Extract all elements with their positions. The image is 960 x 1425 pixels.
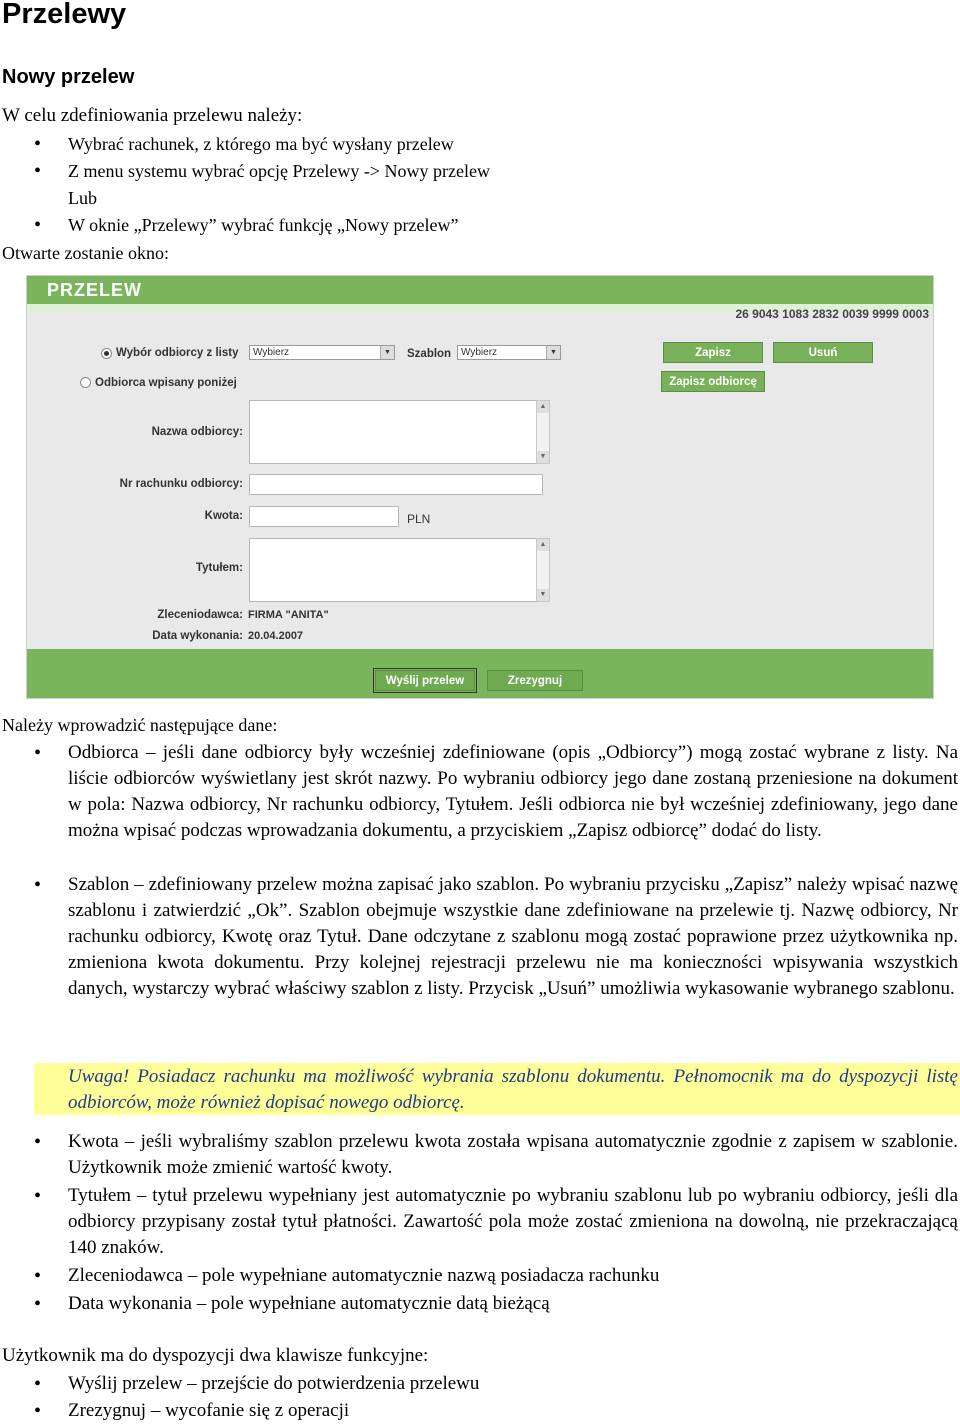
recipient-description: • Odbiorca – jeśli dane odbiorcy były wcześniej zdefiniowane (opis „Odbiorcy”) mogą zostać wybrane z listy. Na liście odbiorców wyświetlany jest skrót nazwy. Po wybraniu odbiorcy jego dane zostaną przeniesione na dokument w pola: Nazwa odbiorcy, Nr rachunku odbiorcy, Tytułem. Jeśli odbiorca nie był wcześniej zdefiniowany, jego dane można wpisać podczas wprowadzania dokumentu, a przyciskiem „Zapisz odbiorcę” dodać do listy. [68, 740, 958, 844]
template-description: • Szablon – zdefiniowany przelew można zapisać jako szablon. Po wybraniu przycisku „Zapisz” należy wpisać nazwę szablonu i zatwierdzić „Ok”. Szablon obejmuje wszystkie dane zdefiniowane na przelewie tj. Nazwę odbiorcy, Nr rachunku odbiorcy, Kwotę oraz Tytuł. Dane odczytane z szablonu mogą zostać poprawione przez użytkownika np. zmieniona kwota dokumentu. Przy kolejnej rejestracji przelewu nie ma konieczności wpisywania wszystkich danych, wystarczy wybrać właściwy szablon z listy. Przycisk „Usuń” umożliwia wykasowanie wybranego szablonu. [68, 872, 958, 1002]
date-label: Data wykonania: [152, 630, 243, 642]
delete-template-button[interactable]: Usuń [773, 342, 873, 363]
account-number: 26 9043 1083 2832 0039 9999 0003 [735, 307, 929, 321]
chevron-down-icon: ▼ [380, 346, 394, 359]
send-transfer-button[interactable]: Wyślij przelew [375, 670, 475, 691]
amount-field[interactable] [249, 506, 399, 527]
intro-text: W celu zdefiniowania przelewu należy: [2, 105, 303, 126]
template-label: Szablon [407, 348, 452, 360]
scroll-down-icon[interactable]: ▼ [537, 589, 549, 601]
window-footer [27, 649, 933, 698]
title-scrollbar[interactable] [536, 538, 550, 602]
principal-label: Zleceniodawca: [157, 609, 243, 621]
section-title: Nowy przelew [2, 66, 135, 88]
page-title: Przelewy [2, 0, 127, 30]
chevron-down-icon: ▼ [546, 346, 560, 359]
scroll-up-icon[interactable]: ▲ [537, 539, 549, 551]
note-text: Uwaga! Posiadacz rachunku ma możliwość wybrania szablonu dokumentu. Pełnomocnik ma do dyspozycji listę odbiorców, może również dopisać nowego odbiorcę. [68, 1066, 958, 1113]
scroll-up-icon[interactable]: ▲ [537, 401, 549, 413]
radio-from-list-label: Wybór odbiorcy z listy [116, 347, 239, 359]
date-description: • Data wykonania – pole wypełniane automatycznie datą bieżącą [68, 1291, 958, 1317]
cancel-button[interactable]: Zrezygnuj [487, 670, 583, 691]
scroll-down-icon[interactable]: ▼ [537, 451, 549, 463]
principal-description: • Zleceniodawca – pole wypełniane automatycznie nazwą posiadacza rachunku [68, 1263, 958, 1289]
radio-manual[interactable] [80, 377, 91, 388]
step-item: • Z menu systemu wybrać opcję Przelewy -> Nowy przelew [68, 158, 490, 184]
currency-label: PLN [407, 512, 431, 526]
step-item: • Wybrać rachunek, z którego ma być wysłany przelew [68, 131, 454, 157]
enter-data-text: Należy wprowadzić następujące dane: [2, 715, 278, 735]
save-recipient-button[interactable]: Zapisz odbiorcę [661, 371, 765, 392]
account-number-field[interactable] [249, 474, 543, 495]
send-description: • Wyślij przelew – przejście do potwierdzenia przelewu [68, 1371, 958, 1397]
transfer-title-field[interactable] [249, 538, 541, 602]
title-label: Tytułem: [195, 562, 243, 574]
window-title: PRZELEW [47, 280, 142, 300]
function-keys-text: Użytkownik ma do dyspozycji dwa klawisze funkcyjne: [2, 1345, 429, 1366]
date-value: 20.04.2007 [248, 630, 304, 642]
transfer-window [26, 275, 934, 699]
account-label: Nr rachunku odbiorcy: [119, 478, 243, 490]
name-label: Nazwa odbiorcy: [151, 426, 243, 438]
amount-description: • Kwota – jeśli wybraliśmy szablon przelewu kwota została wpisana automatycznie zgodnie z zapisem w szablonie. Użytkownik może zmienić wartość kwoty. [68, 1129, 958, 1181]
principal-value: FIRMA "ANITA" [248, 609, 329, 621]
recipient-select-value: Wybierz [253, 347, 290, 358]
template-select[interactable] [457, 345, 561, 360]
recipient-select[interactable] [249, 345, 395, 360]
window-title-bar [27, 276, 933, 304]
radio-from-list[interactable] [101, 348, 112, 359]
radio-manual-label: Odbiorca wpisany poniżej [95, 377, 237, 389]
step-item: • W oknie „Przelewy” wybrać funkcję „Nowy przelew” [68, 212, 459, 238]
recipient-name-field[interactable] [249, 400, 541, 464]
title-description: • Tytułem – tytuł przelewu wypełniany jest automatycznie po wybraniu szablonu lub po wybraniu odbiorcy, jeśli dla odbiorcy przypisany został tytuł płatności. Zawartość pola może zostać zmieniona na dowolną, nie przekraczającą 140 znaków. [68, 1183, 958, 1261]
cancel-description: • Zrezygnuj – wycofanie się z operacji [68, 1398, 958, 1424]
or-text: Lub [68, 188, 97, 208]
save-template-button[interactable]: Zapisz [663, 342, 763, 363]
amount-label: Kwota: [204, 510, 243, 522]
name-scrollbar[interactable] [536, 400, 550, 464]
template-select-value: Wybierz [461, 347, 498, 358]
window-intro: Otwarte zostanie okno: [2, 243, 169, 263]
